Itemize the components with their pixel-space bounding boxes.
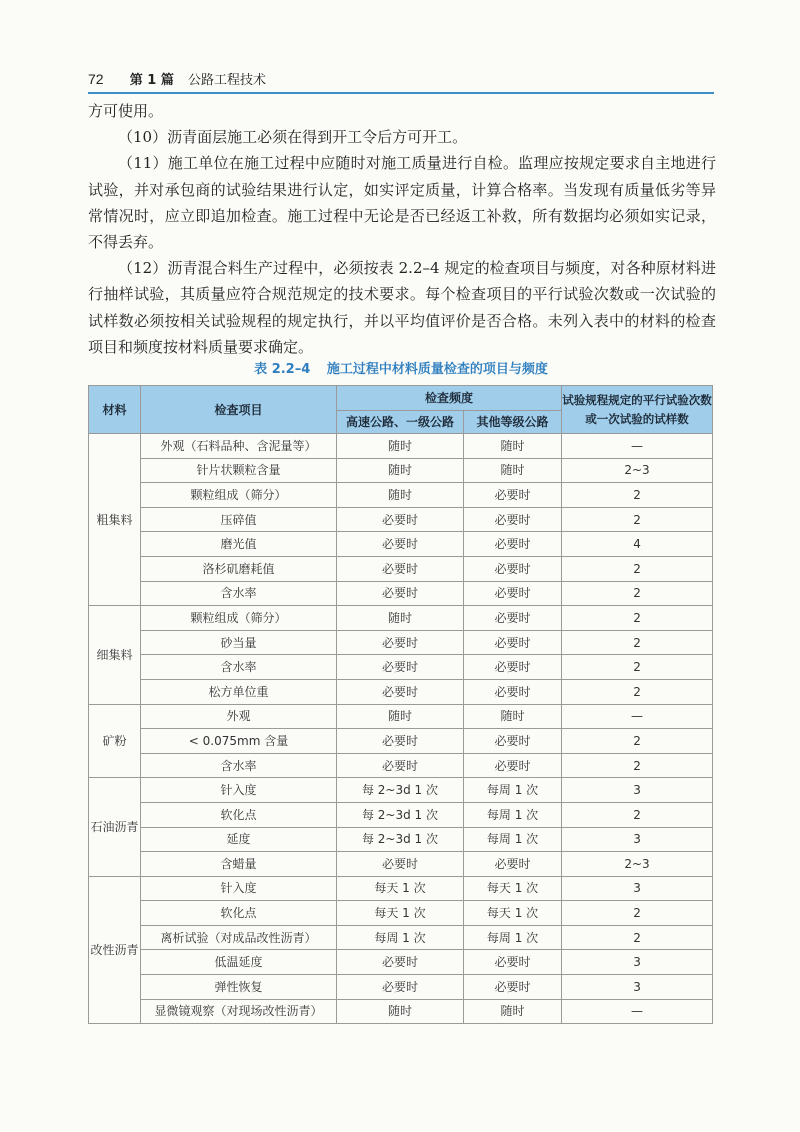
highway-frequency-cell: 随时: [337, 999, 464, 1024]
table-row: [89, 778, 713, 803]
item-cell: 软化点: [141, 901, 337, 926]
other-frequency-cell: 随时: [464, 458, 562, 483]
other-frequency-cell: 必要时: [464, 655, 562, 680]
table-row: [89, 679, 713, 704]
inspection-table: [88, 385, 713, 1024]
samples-cell: 3: [562, 827, 713, 852]
samples-cell: 2: [562, 925, 713, 950]
other-frequency-cell: 每周 1 次: [464, 802, 562, 827]
table-row: [89, 556, 713, 581]
item-cell: 外观（石料品种、含泥量等）: [141, 434, 337, 459]
samples-cell: 2: [562, 606, 713, 631]
highway-frequency-cell: 随时: [337, 704, 464, 729]
highway-frequency-cell: 必要时: [337, 556, 464, 581]
samples-cell: —: [562, 999, 713, 1024]
highway-frequency-cell: 随时: [337, 458, 464, 483]
header-samples: 试验规程规定的平行试验次数或一次试验的试样数: [562, 386, 713, 434]
item-cell: 软化点: [141, 802, 337, 827]
other-frequency-cell: 必要时: [464, 483, 562, 508]
other-frequency-cell: 每周 1 次: [464, 778, 562, 803]
part-label: 第 1 篇: [129, 73, 174, 88]
header-item: 检查项目: [141, 386, 337, 434]
samples-cell: 2: [562, 901, 713, 926]
body-text: [88, 98, 716, 360]
item-cell: 离析试验（对成品改性沥青）: [141, 925, 337, 950]
highway-frequency-cell: 必要时: [337, 581, 464, 606]
other-frequency-cell: 必要时: [464, 507, 562, 532]
table-caption-number: 表 2.2–4: [254, 362, 311, 377]
item-cell: 外观: [141, 704, 337, 729]
item-cell: 含水率: [141, 655, 337, 680]
table-row: [89, 729, 713, 754]
table-row: [89, 483, 713, 508]
samples-cell: 2: [562, 483, 713, 508]
highway-frequency-cell: 随时: [337, 606, 464, 631]
other-frequency-cell: 随时: [464, 434, 562, 459]
highway-frequency-cell: 随时: [337, 483, 464, 508]
material-cell: 粗集料: [89, 434, 141, 606]
highway-frequency-cell: 每 2~3d 1 次: [337, 802, 464, 827]
item-cell: 延度: [141, 827, 337, 852]
other-frequency-cell: 必要时: [464, 556, 562, 581]
highway-frequency-cell: 必要时: [337, 950, 464, 975]
samples-cell: —: [562, 434, 713, 459]
item-cell: 含水率: [141, 753, 337, 778]
other-frequency-cell: 必要时: [464, 581, 562, 606]
table-row: [89, 753, 713, 778]
samples-cell: 2: [562, 655, 713, 680]
item-cell: 洛杉矶磨耗值: [141, 556, 337, 581]
table-row: [89, 852, 713, 877]
samples-cell: 2: [562, 802, 713, 827]
other-frequency-cell: 随时: [464, 999, 562, 1024]
item-cell: < 0.075mm 含量: [141, 729, 337, 754]
table-row: [89, 876, 713, 901]
header-highway: 高速公路、一级公路: [337, 411, 464, 434]
table-row: [89, 950, 713, 975]
table-row: [89, 802, 713, 827]
table-row: [89, 507, 713, 532]
highway-frequency-cell: 必要时: [337, 630, 464, 655]
table-row: [89, 975, 713, 1000]
other-frequency-cell: 必要时: [464, 975, 562, 1000]
table-row: [89, 532, 713, 557]
samples-cell: 2: [562, 679, 713, 704]
paragraph: （11）施工单位在施工过程中应随时对施工质量进行自检。监理应按规定要求自主地进行试验，并对承包商的试验结果进行认定，如实评定质量，计算合格率。当发现有质量低劣等异常情况时，应立即追加检查。施工过程中无论是否已经返工补救，所有数据均必须如实记录，不得丢弃。: [88, 154, 716, 252]
item-cell: 针片状颗粒含量: [141, 458, 337, 483]
item-cell: 含水率: [141, 581, 337, 606]
highway-frequency-cell: 必要时: [337, 729, 464, 754]
running-header: [88, 68, 714, 94]
other-frequency-cell: 随时: [464, 704, 562, 729]
table-caption: [88, 360, 714, 380]
samples-cell: 2: [562, 729, 713, 754]
samples-cell: 2: [562, 581, 713, 606]
table-row: [89, 901, 713, 926]
other-frequency-cell: 每天 1 次: [464, 876, 562, 901]
samples-cell: 2~3: [562, 852, 713, 877]
highway-frequency-cell: 每周 1 次: [337, 925, 464, 950]
paragraph: 方可使用。: [88, 102, 164, 120]
samples-cell: 2: [562, 507, 713, 532]
part-title: 公路工程技术: [187, 73, 266, 88]
samples-cell: 4: [562, 532, 713, 557]
item-cell: 弹性恢复: [141, 975, 337, 1000]
other-frequency-cell: 必要时: [464, 679, 562, 704]
item-cell: 砂当量: [141, 630, 337, 655]
table-row: [89, 655, 713, 680]
paragraph: （10）沥青面层施工必须在得到开工令后方可开工。: [118, 128, 468, 147]
table-row: [89, 925, 713, 950]
highway-frequency-cell: 必要时: [337, 753, 464, 778]
material-cell: 石油沥青: [89, 778, 141, 876]
table-row: [89, 581, 713, 606]
highway-frequency-cell: 每天 1 次: [337, 876, 464, 901]
table-body: [89, 434, 713, 1024]
item-cell: 低温延度: [141, 950, 337, 975]
header-material: 材料: [89, 386, 141, 434]
other-frequency-cell: 必要时: [464, 532, 562, 557]
material-cell: 细集料: [89, 606, 141, 704]
item-cell: 磨光值: [141, 532, 337, 557]
material-cell: 矿粉: [89, 704, 141, 778]
highway-frequency-cell: 必要时: [337, 975, 464, 1000]
samples-cell: 3: [562, 876, 713, 901]
item-cell: 颗粒组成（筛分）: [141, 606, 337, 631]
highway-frequency-cell: 必要时: [337, 507, 464, 532]
samples-cell: 2: [562, 556, 713, 581]
page-number: 72: [88, 71, 104, 87]
table-row: [89, 630, 713, 655]
highway-frequency-cell: 必要时: [337, 532, 464, 557]
other-frequency-cell: 必要时: [464, 852, 562, 877]
highway-frequency-cell: 每 2~3d 1 次: [337, 778, 464, 803]
item-cell: 颗粒组成（筛分）: [141, 483, 337, 508]
other-frequency-cell: 必要时: [464, 950, 562, 975]
samples-cell: 2: [562, 630, 713, 655]
other-frequency-cell: 每周 1 次: [464, 925, 562, 950]
material-cell: 改性沥青: [89, 876, 141, 1024]
item-cell: 针入度: [141, 876, 337, 901]
table-row: [89, 458, 713, 483]
table-row: [89, 827, 713, 852]
samples-cell: 3: [562, 975, 713, 1000]
other-frequency-cell: 必要时: [464, 606, 562, 631]
item-cell: 显微镜观察（对现场改性沥青）: [141, 999, 337, 1024]
item-cell: 压碎值: [141, 507, 337, 532]
samples-cell: —: [562, 704, 713, 729]
header-frequency: 检查频度: [337, 386, 562, 411]
header-other: 其他等级公路: [464, 411, 562, 434]
samples-cell: 3: [562, 778, 713, 803]
paragraph: （12）沥青混合料生产过程中，必须按表 2.2–4 规定的检查项目与频度，对各种原材料进行抽样试验，其质量应符合规范规定的技术要求。每个检查项目的平行试验次数或一次试验的试样数必须按相关试验规程的规定执行，并以平均值评价是否合格。未列入表中的材料的检查项目和频度按材料质量要求确定。: [88, 259, 716, 356]
table-row: [89, 704, 713, 729]
table-row: [89, 434, 713, 459]
highway-frequency-cell: 必要时: [337, 679, 464, 704]
samples-cell: 2: [562, 753, 713, 778]
other-frequency-cell: 每周 1 次: [464, 827, 562, 852]
other-frequency-cell: 必要时: [464, 630, 562, 655]
highway-frequency-cell: 必要时: [337, 852, 464, 877]
highway-frequency-cell: 每 2~3d 1 次: [337, 827, 464, 852]
highway-frequency-cell: 必要时: [337, 655, 464, 680]
highway-frequency-cell: 随时: [337, 434, 464, 459]
item-cell: 含蜡量: [141, 852, 337, 877]
other-frequency-cell: 必要时: [464, 753, 562, 778]
item-cell: 松方单位重: [141, 679, 337, 704]
other-frequency-cell: 必要时: [464, 729, 562, 754]
other-frequency-cell: 每天 1 次: [464, 901, 562, 926]
samples-cell: 2~3: [562, 458, 713, 483]
highway-frequency-cell: 每天 1 次: [337, 901, 464, 926]
table-row: [89, 606, 713, 631]
item-cell: 针入度: [141, 778, 337, 803]
samples-cell: 3: [562, 950, 713, 975]
table-row: [89, 999, 713, 1024]
table-caption-title: 施工过程中材料质量检查的项目与频度: [326, 362, 548, 377]
